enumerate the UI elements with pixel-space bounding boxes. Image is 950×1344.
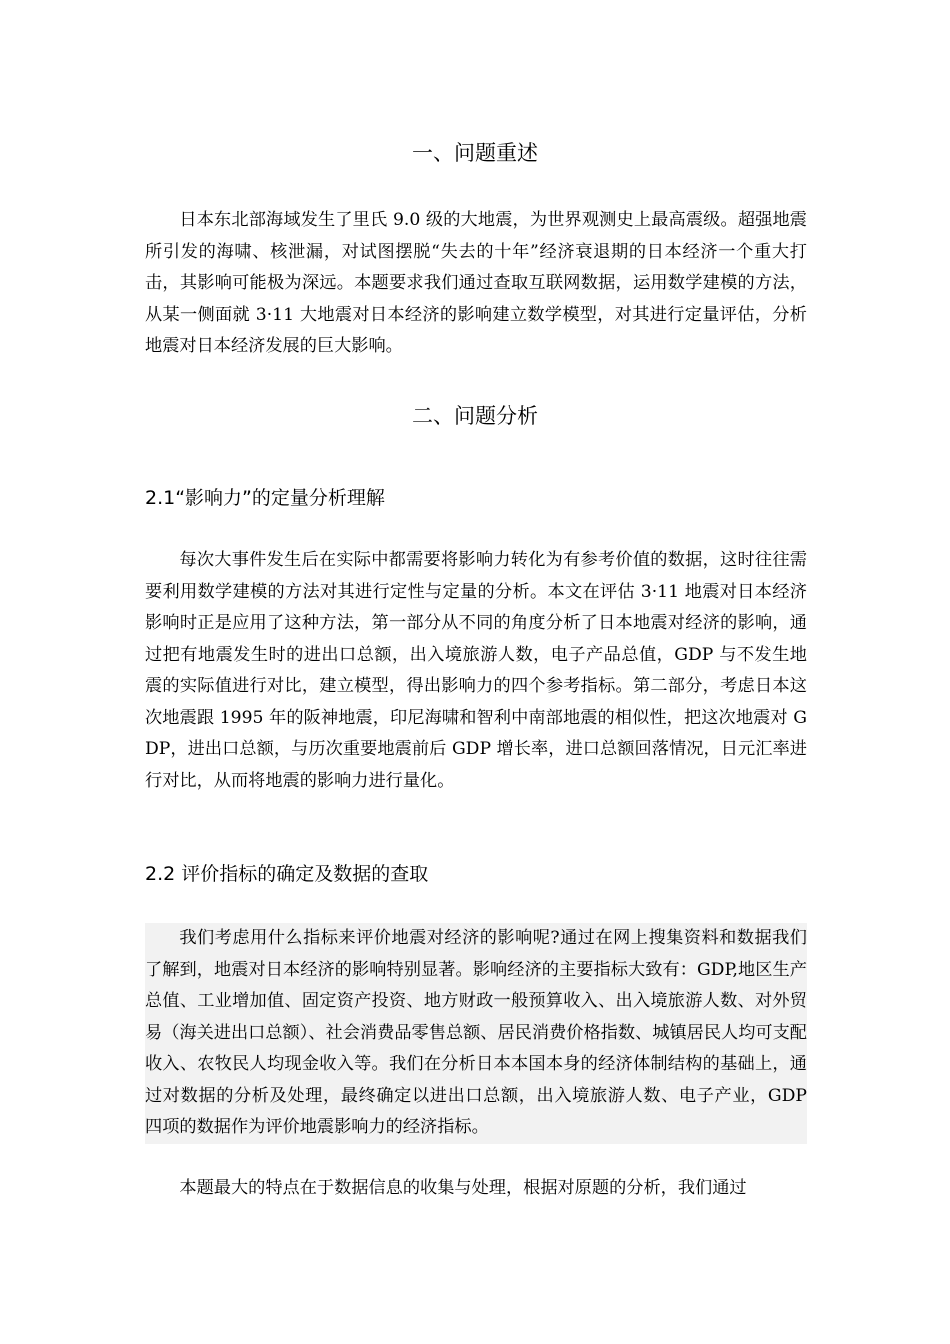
paragraph-problem-restatement: 日本东北部海域发生了里氏 9.0 级的大地震，为世界观测史上最高震级。超强地震所引发的海啸、核泄漏，对试图摆脱“失去的十年”经济衰退期的日本经济一个重大打击，其影响可能极为深远。本题要求我们通过查取互联网数据，运用数学建模的方法，从某一侧面就 3·11 大地震对日本经济的影响建立数学模型，对其进行定量评估，分析地震对日本经济发展的巨大影响。: [145, 210, 807, 356]
paragraph-2-2-indicators: 我们考虑用什么指标来评价地震对经济的影响呢?通过在网上搜集资料和数据我们了解到，地震对日本经济的影响特别显著。影响经济的主要指标大致有：GDP,地区生产总值、工业增加值、固定资产投资、地方财政一般预算收入、出入境旅游人数、对外贸易（海关进出口总额）、社会消费品零售总额、居民消费价格指数、城镇居民人均可支配收入、农牧民人均现金收入等。我们在分析日本本国本身的经济体制结构的基础上，通过对数据的分析及处理，最终确定以进出口总额，出入境旅游人数、电子产业，GDP 四项的数据作为评价地震影响力的经济指标。: [145, 923, 807, 1144]
section-title-problem-restatement: 一、问题重述: [412, 141, 538, 165]
subsection-title-2-2: 2.2 评价指标的确定及数据的查取: [145, 863, 429, 885]
subsection-title-2-1: 2.1“影响力”的定量分析理解: [145, 487, 385, 509]
paragraph-2-2-data-collection: 本题最大的特点在于数据信息的收集与处理，根据对原题的分析，我们通过: [179, 1178, 747, 1198]
paragraph-2-1: 每次大事件发生后在实际中都需要将影响力转化为有参考价值的数据，这时往往需要利用数学建模的方法对其进行定性与定量的分析。本文在评估 3·11 地震对日本经济影响时正是应用了这种方法，第一部分从不同的角度分析了日本地震对经济的影响，通过把有地震发生时的进出口总额，出入境旅游人数，电子产品总值，GDP 与不发生地震的实际值进行对比，建立模型，得出影响力的四个参考指标。第二部分，考虑日本这次地震跟 1995 年的阪神地震，印尼海啸和智利中南部地震的相似性，把这次地震对 GDP，进出口总额，与历次重要地震前后 GDP 增长率，进口总额回落情况，日元汇率进行对比，从而将地震的影响力进行量化。: [145, 550, 807, 791]
section-title-problem-analysis: 二、问题分析: [412, 404, 538, 428]
